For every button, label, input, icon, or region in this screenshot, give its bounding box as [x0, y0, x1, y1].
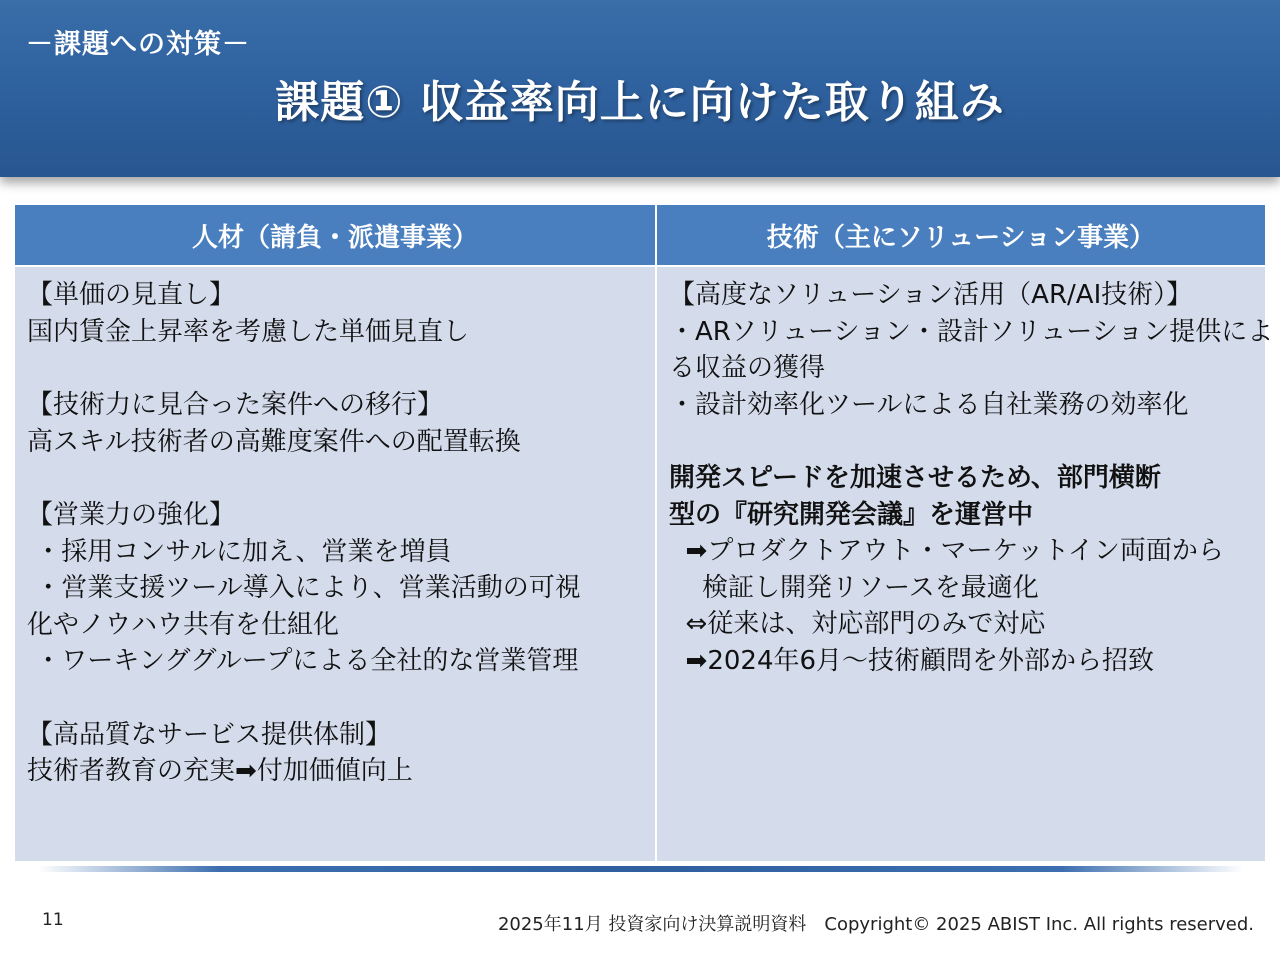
right-block-1-line-3: ・設計効率化ツールによる自社業務の効率化: [669, 389, 1189, 420]
right-block-2-line-6: ➡2024年6月～技術顧問を外部から招致: [669, 645, 1155, 676]
right-block-1-line-2: る収益の獲得: [669, 353, 826, 383]
right-block-2-line-5: ⇔従来は、対応部門のみで対応: [669, 609, 1046, 639]
left-block-3-line-3: 化やノウハウ共有を仕組化: [27, 609, 340, 640]
left-block-3-line-1: ・採用コンサルに加え、営業を増員: [27, 536, 452, 567]
section-subtitle: －課題への対策－: [26, 29, 250, 60]
left-block-4-title: 【高品質なサービス提供体制】: [27, 719, 392, 750]
right-column-body: [656, 266, 1274, 862]
left-block-3-line-4: ・ワーキンググループによる全社的な営業管理: [27, 646, 579, 676]
left-column-body: [14, 266, 656, 862]
right-block-2-heading-2: 型の『研究開発会議』を運営中: [669, 499, 1034, 530]
right-block-2-line-3: ➡プロダクトアウト・マーケットイン両面から: [669, 536, 1224, 566]
left-block-3-line-2: ・営業支援ツール導入により、営業活動の可視: [27, 573, 581, 603]
right-column-header: 技術（主にソリューション事業）: [656, 204, 1266, 266]
left-block-2-title: 【技術力に見合った案件への移行】: [27, 390, 444, 420]
measures-table: [13, 203, 1274, 863]
left-block-4-line: 技術者教育の充実➡付加価値向上: [27, 756, 413, 786]
left-block-1-line: 国内賃金上昇率を考慮した単価見直し: [27, 316, 470, 347]
header-banner: [0, 0, 1280, 177]
right-block-1-line-1: ・ARソリューション・設計ソリューション提供によ: [669, 316, 1274, 347]
left-block-1-title: 【単価の見直し】: [27, 280, 236, 310]
left-block-3-title: 【営業力の強化】: [27, 500, 236, 530]
right-block-1-title: 【高度なソリューション活用（AR/AI技術）】: [669, 280, 1193, 310]
page-number: 11: [42, 910, 64, 930]
footer-copyright: 2025年11月 投資家向け決算説明資料 Copyright© 2025 ABIST Inc. All rights reserved.: [497, 914, 1254, 935]
divider-line: [38, 866, 1243, 872]
right-block-2-heading-1: 開発スピードを加速させるため、部門横断: [669, 463, 1161, 493]
right-block-2-line-4: 検証し開発リソースを最適化: [669, 572, 1039, 603]
left-column-header: 人材（請負・派遣事業）: [14, 204, 656, 266]
left-block-2-line: 高スキル技術者の高難度案件への配置転換: [27, 426, 521, 457]
page-title: 課題① 収益率向上に向けた取り組み: [275, 77, 1005, 128]
